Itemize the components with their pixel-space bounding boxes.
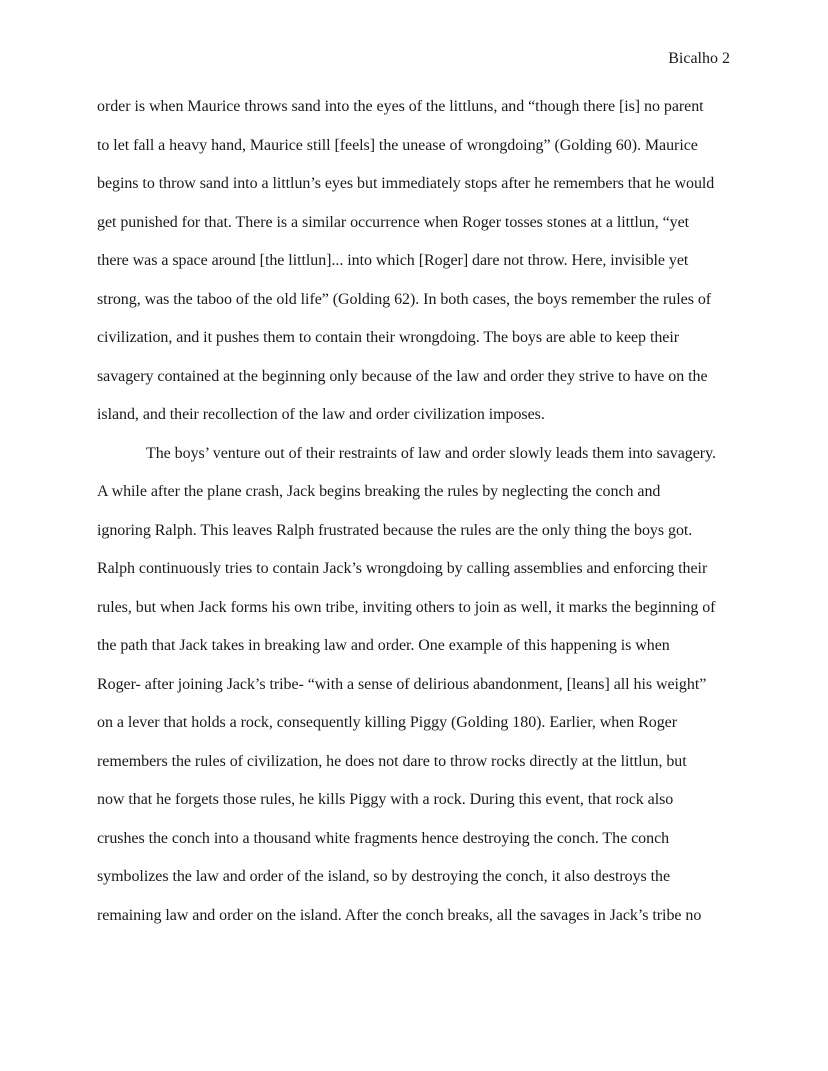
text-line: ignoring Ralph. This leaves Ralph frustrated because the rules are the only thing the boys got. <box>97 522 693 539</box>
text-line: crushes the conch into a thousand white fragments hence destroying the conch. The conch <box>97 830 670 847</box>
text-line: the path that Jack takes in breaking law and order. One example of this happening is when <box>97 637 670 654</box>
text-line: order is when Maurice throws sand into the eyes of the littluns, and “though there [is] no parent <box>97 98 704 115</box>
text-line: civilization, and it pushes them to contain their wrongdoing. The boys are able to keep their <box>97 329 680 346</box>
text-line: rules, but when Jack forms his own tribe, inviting others to join as well, it marks the beginning of <box>97 599 716 616</box>
text-line: now that he forgets those rules, he kills Piggy with a rock. During this event, that rock also <box>97 791 674 808</box>
text-line: savagery contained at the beginning only because of the law and order they strive to have on the <box>97 368 708 385</box>
text-line: remaining law and order on the island. After the conch breaks, all the savages in Jack’s tribe no <box>97 907 702 924</box>
text-line: to let fall a heavy hand, Maurice still [feels] the unease of wrongdoing” (Golding 60). Maurice <box>97 137 698 154</box>
text-line: on a lever that holds a rock, consequently killing Piggy (Golding 180). Earlier, when Roger <box>97 714 678 731</box>
text-line: A while after the plane crash, Jack begins breaking the rules by neglecting the conch and <box>97 483 661 500</box>
text-line: remembers the rules of civilization, he does not dare to throw rocks directly at the littlun, but <box>97 753 687 770</box>
text-line: strong, was the taboo of the old life” (Golding 62). In both cases, the boys remember the rules of <box>97 291 712 308</box>
text-line: island, and their recollection of the law and order civilization imposes. <box>97 406 545 423</box>
text-line: symbolizes the law and order of the island, so by destroying the conch, it also destroys the <box>97 868 671 885</box>
text-line: get punished for that. There is a similar occurrence when Roger tosses stones at a littlun, “yet <box>97 214 690 231</box>
text-line: there was a space around [the littlun]... into which [Roger] dare not throw. Here, invisible yet <box>97 252 689 269</box>
paragraph-start-line: The boys’ venture out of their restraints of law and order slowly leads them into savagery. <box>146 445 716 462</box>
running-head: Bicalho 2 <box>668 50 730 67</box>
text-line: begins to throw sand into a littlun’s eyes but immediately stops after he remembers that he would <box>97 175 715 192</box>
text-line: Ralph continuously tries to contain Jack’s wrongdoing by calling assemblies and enforcing their <box>97 560 708 577</box>
text-line: Roger- after joining Jack’s tribe- “with a sense of delirious abandonment, [leans] all his weight” <box>97 676 707 693</box>
